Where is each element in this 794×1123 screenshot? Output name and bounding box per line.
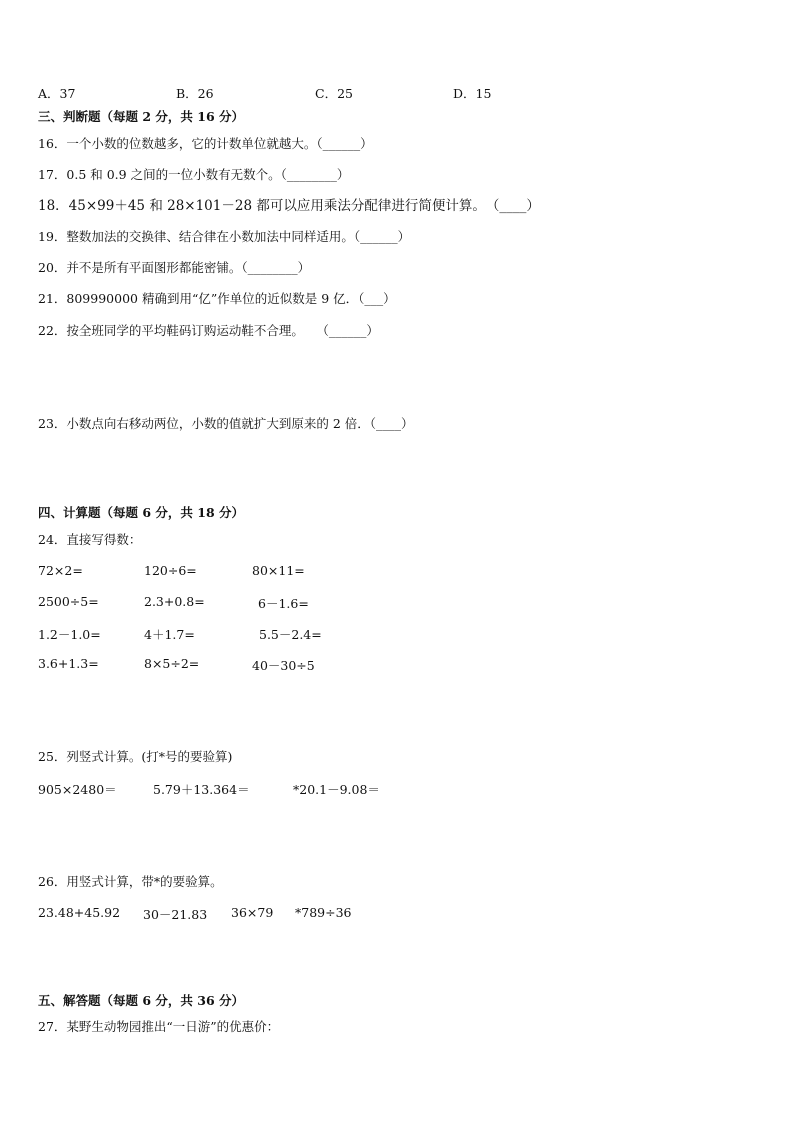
question-25-label: 25．列竖式计算。(打*号的要验算) (38, 749, 233, 764)
option-a: A．37 (38, 86, 76, 101)
question-17: 17．0.5 和 0.9 之间的一位小数有无数个。（________） (38, 167, 350, 182)
vertical-calc-item: 905×2480＝ (38, 782, 117, 797)
question-16: 16．一个小数的位数越多，它的计数单位就越大。（______） (38, 136, 373, 151)
question-19: 19．整数加法的交换律、结合律在小数加法中同样适用。（______） (38, 229, 411, 244)
section4-heading: 四、计算题（每题 6 分，共 18 分） (38, 505, 245, 520)
question-22: 22．按全班同学的平均鞋码订购运动鞋不合理。 （______） (38, 323, 379, 338)
vertical-calc-item: 30－21.83 (143, 907, 208, 922)
vertical-calc-item: *789÷36 (295, 905, 352, 920)
vertical-calc-item: 23.48+45.92 (38, 905, 121, 920)
calc-cell: 72×2= (38, 563, 83, 578)
question-18: 18．45×99＋45 和 28×101－28 都可以应用乘法分配律进行简便计算。 （____） (38, 198, 540, 214)
question-21: 21．809990000 精确到用“亿”作单位的近似数是 9 亿．（___） (38, 291, 396, 306)
calc-cell: 3.6+1.3= (38, 656, 99, 671)
vertical-calc-item: 36×79 (231, 905, 274, 920)
question-26-label: 26．用竖式计算，带*的要验算。 (38, 874, 223, 889)
calc-cell: 5.5－2.4= (259, 627, 322, 642)
section5-heading: 五、解答题（每题 6 分，共 36 分） (38, 993, 245, 1008)
question-27: 27．某野生动物园推出“一日游”的优惠价： (38, 1019, 280, 1034)
calc-cell: 1.2－1.0= (38, 627, 101, 642)
option-d: D．15 (453, 86, 492, 101)
calc-cell: 2500÷5= (38, 594, 99, 609)
vertical-calc-item: *20.1－9.08＝ (293, 782, 380, 797)
calc-cell: 2.3+0.8= (144, 594, 205, 609)
calc-cell: 120÷6= (144, 563, 197, 578)
option-b: B．26 (176, 86, 214, 101)
calc-cell: 4＋1.7= (144, 627, 195, 642)
vertical-calc-item: 5.79＋13.364＝ (153, 782, 250, 797)
option-c: C．25 (315, 86, 353, 101)
calc-cell: 6－1.6= (258, 596, 309, 611)
question-20: 20．并不是所有平面图形都能密铺。（________） (38, 260, 311, 275)
calc-cell: 40－30÷5 (252, 658, 315, 673)
question-24-label: 24．直接写得数： (38, 532, 142, 547)
calc-cell: 80×11= (252, 563, 305, 578)
section3-heading: 三、判断题（每题 2 分，共 16 分） (38, 109, 245, 124)
question-23: 23．小数点向右移动两位，小数的值就扩大到原来的 2 倍．（____） (38, 416, 414, 431)
calc-cell: 8×5÷2= (144, 656, 200, 671)
